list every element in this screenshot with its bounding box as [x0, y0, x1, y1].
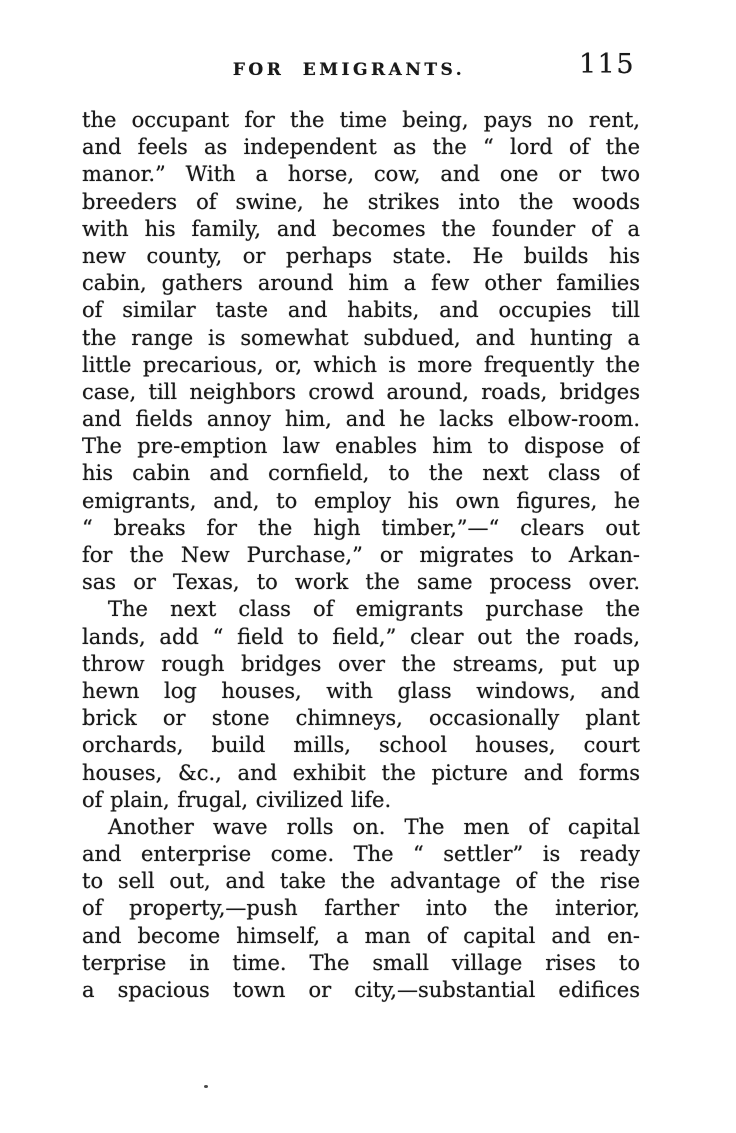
text-line: orchards, build mills, school houses, court [82, 733, 640, 758]
text-line: and become himself, a man of capital and en- [82, 923, 640, 948]
text-line: breeders of swine, he strikes into the woods [82, 189, 640, 214]
text-line: the range is somewhat subdued, and hunting a [82, 325, 640, 350]
text-block [82, 107, 640, 1004]
text-line: throw rough bridges over the streams, put up [82, 651, 640, 676]
text-line: “ breaks for the high timber,”—“ clears out [82, 515, 640, 540]
text-line: and fields annoy him, and he lacks elbow-room. [82, 407, 640, 432]
text-line: Another wave rolls on. The men of capital [108, 814, 640, 839]
ink-speck [204, 1085, 208, 1088]
text-line: lands, add “ field to field,” clear out the roads, [82, 624, 640, 649]
running-title: FOR EMIGRANTS. [232, 60, 466, 80]
text-line: to sell out, and take the advantage of the rise [82, 869, 640, 894]
text-line: terprise in time. The small village rises to [82, 950, 640, 975]
text-line: and feels as independent as the “ lord of the [82, 135, 640, 160]
paragraph [82, 107, 640, 596]
text-line: houses, &c., and exhibit the picture and forms [82, 760, 640, 785]
text-line: The pre-emption law enables him to dispose of [82, 434, 640, 459]
text-line: emigrants, and, to employ his own figures, he [82, 488, 640, 513]
text-line: with his family, and becomes the founder of a [82, 216, 640, 241]
text-line: new county, or perhaps state. He builds his [82, 243, 640, 268]
text-line: The next class of emigrants purchase the [108, 597, 640, 622]
page-number: 115 [579, 49, 636, 80]
text-line: brick or stone chimneys, occasionally plant [82, 706, 640, 731]
text-line: of property,—push farther into the interior, [82, 896, 640, 921]
text-line: little precarious, or, which is more frequently the [82, 352, 640, 377]
text-line: and enterprise come. The “ settler” is ready [82, 842, 640, 867]
text-line: manor.” With a horse, cow, and one or two [82, 162, 640, 187]
text-line: his cabin and cornfield, to the next class of [82, 461, 640, 486]
text-line: cabin, gathers around him a few other families [82, 271, 640, 296]
text-line: case, till neighbors crowd around, roads, bridges [82, 379, 640, 404]
text-line: a spacious town or city,—substantial edifices [82, 978, 640, 1002]
paragraph [82, 814, 640, 1004]
text-line: hewn log houses, with glass windows, and [82, 678, 640, 703]
paragraph [82, 596, 640, 814]
text-line: the occupant for the time being, pays no rent, [82, 108, 640, 132]
text-line: of plain, frugal, civilized life. [82, 787, 392, 812]
text-line: of similar taste and habits, and occupies till [82, 298, 640, 323]
text-line: for the New Purchase,” or migrates to Arkan- [82, 543, 640, 567]
text-line: sas or Texas, to work the same process over. [82, 570, 640, 595]
